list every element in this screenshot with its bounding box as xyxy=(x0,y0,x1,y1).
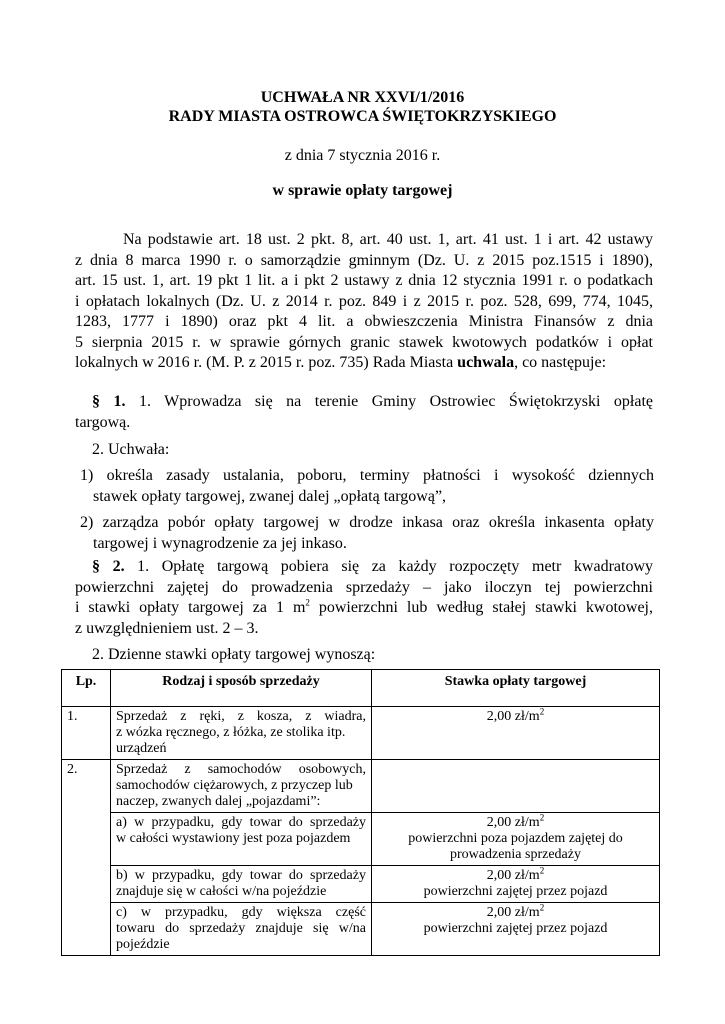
row-rate-empty xyxy=(372,760,660,813)
par2-point2: 2. Dzienne stawki opłaty targowej wynoszą: xyxy=(92,646,376,663)
par1-line: § 1. 1. Wprowadza się na terenie Gminy Ostrowiec Świętokrzyski opłatę xyxy=(92,393,654,410)
preamble-line: Na podstawie art. 18 ust. 2 pkt. 8, art. 40 ust. 1, art. 41 ust. 1 i art. 42 ustawy xyxy=(123,231,653,248)
preamble-line: art. 15 ust. 1, art. 19 pkt 1 lit. a i pkt 2 ustawy z dnia 12 stycznia 1991 r. o podatkach xyxy=(75,272,653,289)
preamble-last-line: lokalnych w 2016 r. (M. P. z 2015 r. poz. 735) Rada Miasta uchwala, co następuje: xyxy=(75,354,607,371)
row-desc: b) w przypadku, gdy towar do sprzedaży znajduje się w całości w/na pojeździe xyxy=(111,866,372,903)
par1-marker: § 1. xyxy=(92,393,126,410)
header-type: Rodzaj i sposób sprzedaży xyxy=(111,670,372,707)
table-row xyxy=(62,903,660,956)
row-rate: 2,00 $zł/m^2$ powierzchni zajętej przez pojazd xyxy=(372,903,660,956)
par1-item-1: 1) określa zasady ustalania, poboru, terminy płatności i wysokość dziennych stawek opłaty targowej, zwanej dalej „opłatą targową”, xyxy=(80,467,654,505)
row-rate: 2,00 $zł/m^2$ powierzchni zajętej przez pojazd xyxy=(372,866,660,903)
row-desc: Sprzedaż z ręki, z kosza, z wiadra, z wózka ręcznego, z łóżka, ze stolika itp. urządzeń xyxy=(111,707,372,760)
par1-item-2: 2) zarządza pobór opłaty targowej w drodze inkasa oraz określa inkasenta opłaty targowej i wynagrodzenie za jej inkaso. xyxy=(80,514,654,552)
table-row xyxy=(62,760,660,813)
paragraph-1 xyxy=(75,392,653,433)
par1-point2: 2. Uchwała: xyxy=(92,441,170,458)
par2-line: z uwzględnieniem ust. 2 – 3. xyxy=(75,619,259,637)
par2-marker: § 2. xyxy=(92,558,125,575)
fee-table xyxy=(61,669,660,956)
resolution-subject: w sprawie opłaty targowej xyxy=(272,182,453,199)
preamble-line: z dnia 8 marca 1990 r. o samorządzie gminnym (Dz. U. z 2015 poz.1515 i 1890), xyxy=(75,251,653,269)
header-rate: Stawka opłaty targowej xyxy=(372,670,660,707)
row-desc: Sprzedaż z samochodów osobowych, samochodów ciężarowych, z przyczep lub naczep, zwanych dalej „pojazdami”: xyxy=(111,760,372,813)
par2-line: § 2. 1. Opłatę targową pobiera się za każdy rozpoczęty metr kwadratowy xyxy=(92,558,653,575)
resolution-date: z dnia 7 stycznia 2016 r. xyxy=(284,147,441,164)
row-rate: 2,00 $zł/m^2$ powierzchni poza pojazdem zajętej do prowadzenia sprzedaży xyxy=(372,813,660,866)
table-header-row xyxy=(62,670,660,707)
row-desc: c) w przypadku, gdy większa część towaru do sprzedaży znajduje się w/na pojeździe xyxy=(111,903,372,956)
row-desc: a) w przypadku, gdy towar do sprzedaży w całości wystawiony jest poza pojazdem xyxy=(111,813,372,866)
table-row xyxy=(62,707,660,760)
preamble-line: 5 sierpnia 2015 r. w sprawie górnych granic stawek kwotowych podatków i opłat xyxy=(75,333,653,351)
council-name: RADY MIASTA OSTROWCA ŚWIĘTOKRZYSKIEGO xyxy=(168,108,557,125)
par1-line: targową. xyxy=(75,413,131,431)
preamble-line: i opłatach lokalnych (Dz. U. z 2014 r. poz. 849 i z 2015 r. poz. 528, 699, 774, 1045, xyxy=(75,292,653,310)
table-row xyxy=(62,866,660,903)
par2-line: powierzchni zajętej do prowadzenia sprzedaży – jako iloczyn tej powierzchni xyxy=(75,578,653,596)
paragraph-2 xyxy=(75,557,653,639)
table-row xyxy=(62,813,660,866)
row-lp: 2. xyxy=(62,760,111,956)
resolution-number: UCHWAŁA NR XXVI/1/2016 xyxy=(260,89,465,106)
preamble xyxy=(75,230,653,374)
par2-line: i stawki opłaty targowej za 1 $m^2$ powierzchni lub według stałej stawki kwotowej, xyxy=(75,597,654,616)
preamble-line: 1283, 1777 i 1890) oraz pkt 4 lit. a obwieszczenia Ministra Finansów z dnia xyxy=(75,313,653,330)
header-lp: Lp. xyxy=(62,670,111,707)
row-rate: 2,00 $zł/m^2$ xyxy=(372,707,660,760)
row-lp: 1. xyxy=(62,707,111,760)
uchwala-keyword: uchwala xyxy=(457,354,515,371)
